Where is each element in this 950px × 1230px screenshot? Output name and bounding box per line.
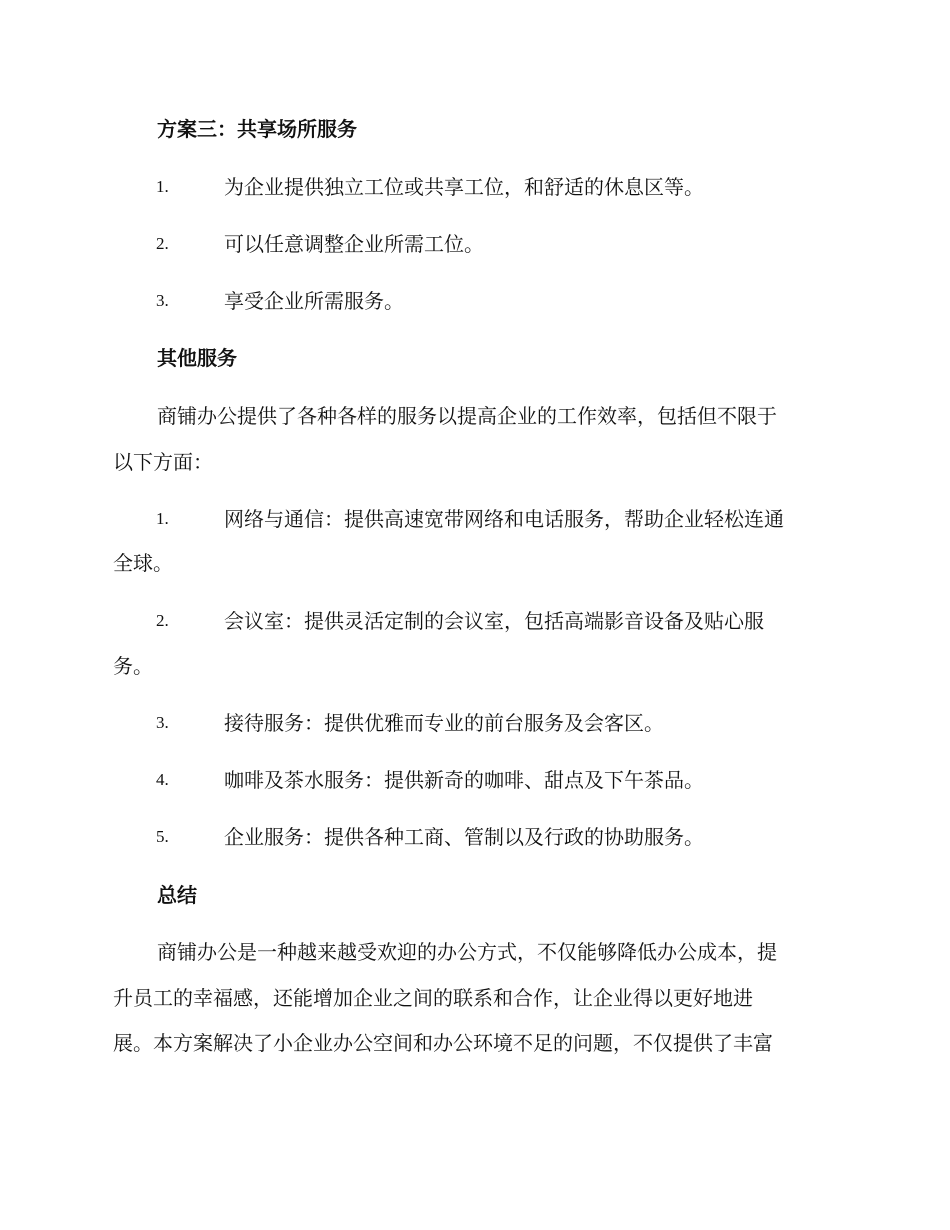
list-number: 3. [156,713,169,732]
list-number: 1. [156,509,169,528]
list-text: 享受企业所需服务。 [224,289,404,313]
list-item [0,507,950,531]
list-text: 接待服务：提供优雅而专业的前台服务及会客区。 [224,711,664,735]
intro-paragraph-line: 商铺办公提供了各种各样的服务以提高企业的工作效率，包括但不限于 [157,404,777,428]
intro-paragraph-line: 以下方面： [113,450,213,474]
list-number: 5. [156,827,169,846]
list-number: 2. [156,611,169,630]
list-text: 会议室：提供灵活定制的会议室，包括高端影音设备及贴心服 [224,609,764,633]
list-text: 可以任意调整企业所需工位。 [224,232,484,256]
list-item [0,175,950,199]
list-text: 咖啡及茶水服务：提供新奇的咖啡、甜点及下午茶品。 [224,768,704,792]
list-item [0,289,950,313]
list-number: 4. [156,770,169,789]
list-text: 网络与通信：提供高速宽带网络和电话服务，帮助企业轻松连通 [224,507,784,531]
summary-paragraph-line: 升员工的幸福感，还能增加企业之间的联系和合作，让企业得以更好地进 [113,986,753,1010]
summary-paragraph-line: 商铺办公是一种越来越受欢迎的办公方式，不仅能够降低办公成本，提 [157,940,777,964]
list-item [0,711,950,735]
list-text-continuation: 务。 [113,654,153,678]
list-item [0,232,950,256]
list-number: 2. [156,234,169,253]
section-heading-summary: 总结 [157,883,197,907]
summary-paragraph-line: 展。本方案解决了小企业办公空间和办公环境不足的问题，不仅提供了丰富 [113,1031,773,1055]
list-text: 企业服务：提供各种工商、管制以及行政的协助服务。 [224,825,704,849]
list-item [0,768,950,792]
section-heading-other: 其他服务 [157,346,237,370]
list-text: 为企业提供独立工位或共享工位，和舒适的休息区等。 [224,175,704,199]
list-text-continuation: 全球。 [113,551,173,575]
list-number: 3. [156,291,169,310]
section-heading-plan3: 方案三：共享场所服务 [157,117,357,141]
list-number: 1. [156,177,169,196]
list-item [0,609,950,633]
list-item [0,825,950,849]
